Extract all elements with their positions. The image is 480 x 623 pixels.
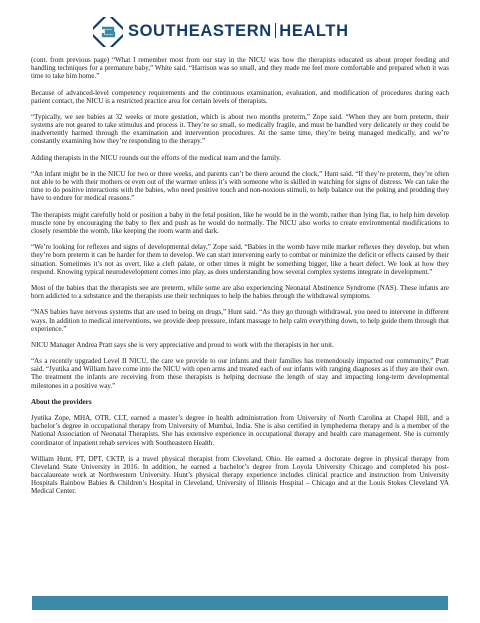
paragraph-3: “Typically, we see babies at 32 weeks or more gestation, which is about two months preterm,” Zope said. “When they are born preterm, their systems are not geared to take stimulus and process it. They’re so small, so medically fragile, and must be handled very delicately or they could be inadvertently harmed through the examination and intervention procedures. At the same time, they’re being managed medically, and we’re constantly examining how they’re responding to the therapy.” <box>31 112 449 146</box>
brand-divider <box>275 23 277 38</box>
section-subheading: About the providers <box>31 397 92 406</box>
paragraph-6: The therapists might carefully hold or position a baby in the fetal position, like he would be in the womb, rather than lying flat, to help him develop muscle tone by encouraging the baby to flex and push as he would do normally. The NICU also works to create environmental modifications to closely resemble the womb, like keeping the room warm and dark. <box>31 210 449 235</box>
brand-wordmark <box>128 22 349 41</box>
article-body <box>31 56 449 504</box>
brand-left-text: SOUTHEASTERN <box>128 22 272 40</box>
southeastern-health-logo-icon <box>93 17 123 47</box>
paragraph-7: “We’re looking for reflexes and signs of developmental delay,” Zope said. “Babies in the womb have mile marker reflexes they develop, but when they’re born preterm it can be harder for them to develop. We can start intervening early to combat or minimize the deficit or effects caused by their situation. Sometimes it’s not as overt, like a cleft palate, or other times it might be something bigger, like a heart defect. We look at how they respond. Knowing typical neurodevelopment comes into play, as does understanding how several complex systems integrate in development.” <box>31 243 449 276</box>
paragraph-10: NICU Manager Andrea Pratt says she is very appreciative and proud to work with the therapists in her unit. <box>31 340 334 349</box>
footer-bar <box>32 596 448 610</box>
paragraph-8: Most of the babies that the therapists see are preterm, while some are also experiencing Neonatal Abstinence Syndrome (NAS). These infants are born addicted to a substance and the therapists use their techniques to help the babies through the withdrawal symptoms. <box>31 283 449 301</box>
paragraph-4: Adding therapists in the NICU rounds out the efforts of the medical team and the family. <box>31 153 281 162</box>
page-header <box>0 0 480 58</box>
bio-hunt: William Hunt, PT, DPT, CKTP, is a travel physical therapist from Cleveland, Ohio. He earned a doctorate degree in physical therapy from Cleveland State University in 2016. In addition, he earned a bachelor’s degree from Loyola University Chicago and completed his post-baccalaureate work at Northwestern University. Hunt’s physical therapy experience includes clinical practice and instruction from University Hospitals Rainbow Babies & Children’s Hospital in Cleveland, University of Illinois Hospital – Chicago and at the Louis Stokes Cleveland VA Medical Center. <box>31 454 449 496</box>
paragraph-2: Because of advanced-level competency requirements and the continuous examination, evaluation, and modification of procedures during each patient contact, the NICU is a restricted practice area for certain levels of therapists. <box>31 88 449 105</box>
paragraph-1: (cont. from previous page) “What I remember most from our stay in the NICU was how the therapists educated us about proper feeding and handling techniques for a premature baby,” White said. “Harrison was so small, and they made me feel more comfortable and prepared when it was time to take him home.” <box>31 56 449 81</box>
brand-right-text: HEALTH <box>279 22 349 40</box>
bio-zope: Jyutika Zope, MHA, OTR, CLT, earned a master’s degree in health administration from University of North Carolina at Chapel Hill, and a bachelor’s degree in occupational therapy from University of Mumbai, India. She is also certified in lymphedema therapy and is a member of the National Association of Neonatal Therapists. She has extensive experience in occupational therapy and health care management. She is currently coordinator of inpatient rehab services with Southeastern Health. <box>31 414 449 447</box>
paragraph-9: “NAS babies have nervous systems that are used to being on drugs,” Hunt said. “As they go through withdrawal, you need to intervene in different ways. In addition to medical interventions, we provide deep pressure, infant massage to help calm everything down, to help guide them through that experience.” <box>31 308 449 333</box>
paragraph-11: “As a recently upgraded Level II NICU, the care we provide to our infants and their families has tremendously impacted our community,” Pratt said. “Jyutika and William have come into the NICU with open arms and treated each of our infants with ranging diagnoses as if they are their own. The treatment the infants are receiving from these therapists is helping decrease the length of stay and impacting long-term developmental milestones in a positive way.” <box>31 357 449 390</box>
paragraph-5: “An infant might be in the NICU for two or three weeks, and parents can’t be there around the clock,” Hunt said. “If they’re preterm, they’re often not able to be with their mothers or even out of the warmer unless it’s with someone who is skilled in watching for signs of distress. We can take the time to do positive interactions with the babies, who need positive touch and non-noxious stimuli, to help balance out the poking and prodding they have to endure for medical reasons.” <box>31 169 449 203</box>
